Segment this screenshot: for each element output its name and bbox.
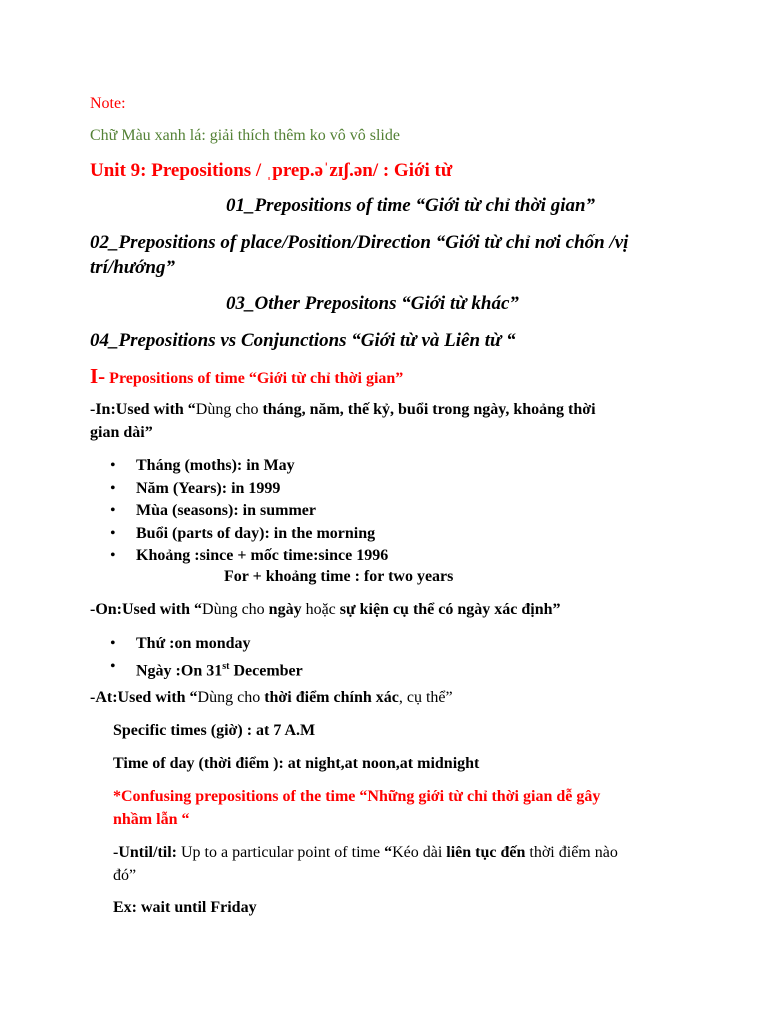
in-lead: -In:Used with “ <box>90 401 196 418</box>
toc-item-1: 01_Prepositions of time “Giới từ chỉ thời gian” <box>226 195 596 216</box>
bullet-icon: • <box>110 502 116 519</box>
in-dung-cho: Dùng cho <box>195 401 263 418</box>
until-definition-line-1: -Until/til: Up to a particular point of time “Kéo dài liên tục đến thời điểm nào <box>113 844 618 861</box>
toc-item-4: 04_Prepositions vs Conjunctions “Giới từ và Liên từ “ <box>90 330 516 351</box>
until-lead: -Until/til: <box>113 844 177 861</box>
confusing-heading-line-2: nhầm lẫn “ <box>113 811 190 828</box>
bullet-icon: • <box>110 524 116 542</box>
section-1-title: Prepositions of time “Giới từ chỉ thời gian” <box>105 370 404 387</box>
bullet-icon: • <box>110 479 116 497</box>
bullet-icon: • <box>110 635 116 652</box>
in-rest: tháng, năm, thế kỷ, buổi trong ngày, khoảng thời <box>262 401 596 418</box>
list-item: • Tháng (moths): in May <box>90 455 388 478</box>
list-item: • Mùa (seasons): in summer <box>90 500 388 523</box>
example-line: Ex: wait until Friday <box>113 899 257 916</box>
toc-item-3: 03_Other Prepositons “Giới từ khác” <box>226 293 519 314</box>
in-bullet-list <box>90 455 388 568</box>
in-definition-line-2: gian dài” <box>90 424 153 441</box>
specific-times-line: Specific times (giờ) : at 7 A.M <box>113 722 316 739</box>
list-item: • Ngày :On 31st December <box>110 657 303 679</box>
time-of-day-line: Time of day (thời điểm ): at night,at noon,at midnight <box>113 755 480 772</box>
on-lead: -On:Used with “ <box>90 601 203 618</box>
bullet-icon: • <box>110 547 116 564</box>
confusing-heading-line-1: *Confusing prepositions of the time “Những giới từ chỉ thời gian dễ gây <box>113 788 601 805</box>
toc-item-2-line-2: trí/hướng” <box>90 257 175 278</box>
green-note-text: Chữ Màu xanh lá: giải thích thêm ko vô vô slide <box>90 127 400 144</box>
bullet-icon: • <box>110 457 116 474</box>
note-label: Note: <box>90 95 126 112</box>
toc-item-2-line-1: 02_Prepositions of place/Position/Direction “Giới từ chỉ nơi chốn /vị <box>90 232 629 253</box>
unit-title: Unit 9: Prepositions / ˌprep.əˈzɪʃ.ən/ : Giới từ <box>90 160 453 181</box>
list-item: • Năm (Years): in 1999 <box>90 478 388 501</box>
list-item: • Buổi (parts of day): in the morning <box>90 523 388 546</box>
section-1-numeral: I- <box>90 364 106 388</box>
list-item: • Khoảng :since + mốc time:since 1996 <box>90 545 388 568</box>
section-1-heading <box>90 364 403 389</box>
for-line: For + khoảng time : for two years <box>224 568 454 585</box>
until-definition-line-2: đó” <box>113 867 137 884</box>
at-lead: -At:Used with “ <box>90 689 198 706</box>
in-definition-line-1 <box>90 401 596 419</box>
on-definition-line: -On:Used with “Dùng cho ngày hoặc sự kiện cụ thể có ngày xác định” <box>90 601 561 618</box>
on-bullet-list <box>90 633 303 678</box>
at-definition-line: -At:Used with “Dùng cho thời điểm chính xác, cụ thể” <box>90 689 453 706</box>
list-item: • Thứ :on monday <box>90 633 303 656</box>
bullet-icon: • <box>110 657 116 675</box>
